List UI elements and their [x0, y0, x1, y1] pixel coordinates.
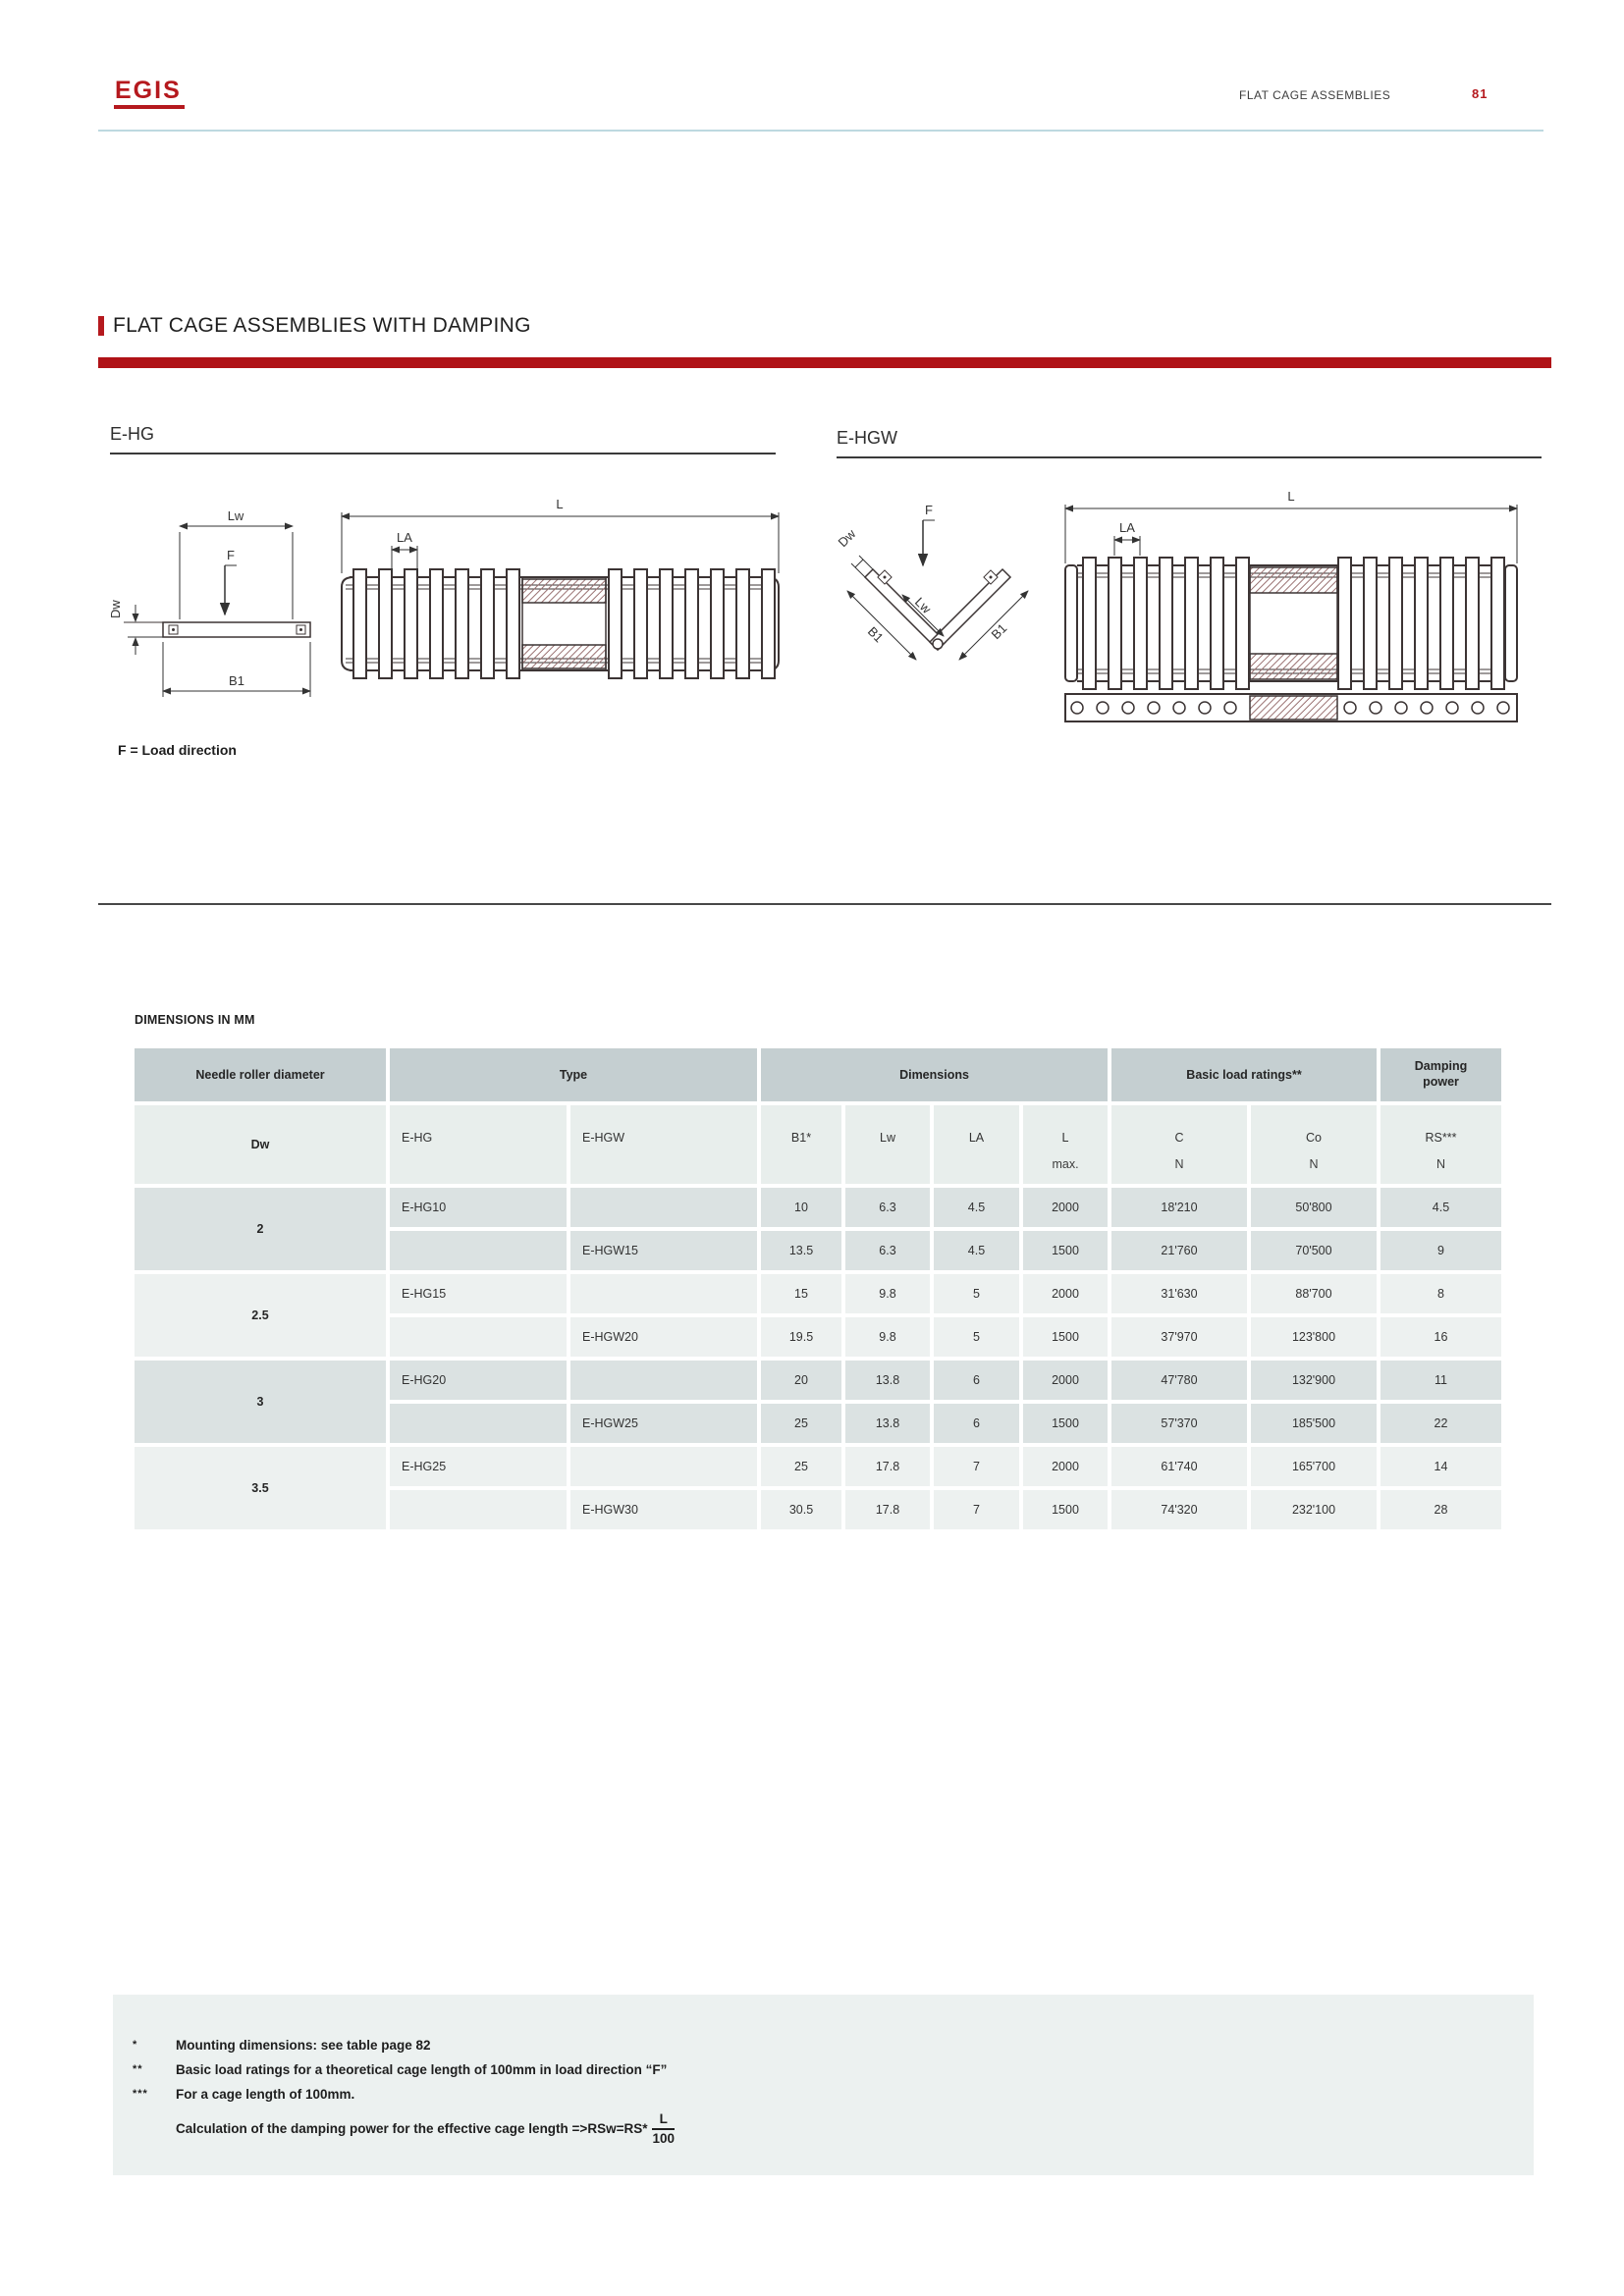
cell-rs: 16 [1380, 1317, 1501, 1357]
section-label-ehg: E-HG [110, 424, 154, 444]
ehgw-top-view [1065, 489, 1517, 721]
cell-ehgw: E-HGW15 [570, 1231, 757, 1270]
cell-b1: 25 [761, 1447, 841, 1486]
dim-label-l: L [556, 497, 564, 511]
cell-l: 2000 [1023, 1361, 1108, 1400]
dim-label-la2: LA [1119, 520, 1135, 535]
cell-l: 1500 [1023, 1490, 1108, 1529]
cell-ehgw [570, 1361, 757, 1400]
subheader-lw: Lw [845, 1105, 930, 1184]
cell-ehgw [570, 1274, 757, 1313]
subheader-la: LA [934, 1105, 1019, 1184]
cell-c: 61'740 [1111, 1447, 1247, 1486]
page-title-row [98, 314, 531, 338]
cell-co: 132'900 [1251, 1361, 1377, 1400]
ehg-top-view [342, 497, 779, 678]
footnote-marker: *** [133, 2088, 148, 2100]
table-group-header-row [135, 1048, 1501, 1101]
footnote-3 [133, 2087, 1534, 2102]
footnotes-band [113, 1995, 1534, 2175]
subheader-l: L max. [1023, 1105, 1108, 1184]
cell-l: 1500 [1023, 1404, 1108, 1443]
cell-l: 2000 [1023, 1274, 1108, 1313]
footnote-marker: ** [133, 2063, 143, 2075]
cell-b1: 15 [761, 1274, 841, 1313]
cell-c: 31'630 [1111, 1274, 1247, 1313]
cell-b1: 25 [761, 1404, 841, 1443]
cell-c: 21'760 [1111, 1231, 1247, 1270]
table-row [135, 1361, 1501, 1400]
dimensions-table-wrap [131, 1044, 1505, 1533]
footnote-formula [133, 2111, 1534, 2146]
table-caption: DIMENSIONS IN MM [135, 1013, 255, 1027]
section-underline-ehgw [837, 456, 1542, 458]
cell-ehg [390, 1317, 567, 1357]
col-header-dimensions: Dimensions [761, 1048, 1108, 1101]
dw-value: 3 [135, 1361, 386, 1443]
cell-rs: 8 [1380, 1274, 1501, 1313]
cell-rs: 22 [1380, 1404, 1501, 1443]
dim-label-b1-right: B1 [988, 620, 1010, 643]
cell-ehg: E-HG25 [390, 1447, 567, 1486]
ehgw-cross-section [836, 503, 1028, 660]
footnote-text: Mounting dimensions: see table page 82 [176, 2038, 431, 2053]
cell-b1: 30.5 [761, 1490, 841, 1529]
cell-b1: 10 [761, 1188, 841, 1227]
cell-l: 1500 [1023, 1317, 1108, 1357]
cell-co: 185'500 [1251, 1404, 1377, 1443]
cell-lw: 13.8 [845, 1404, 930, 1443]
header-rule [98, 130, 1543, 132]
cell-l: 2000 [1023, 1447, 1108, 1486]
subheader-b1: B1* [761, 1105, 841, 1184]
page-title: FLAT CAGE ASSEMBLIES WITH DAMPING [113, 314, 531, 337]
dw-value: 2.5 [135, 1274, 386, 1357]
title-red-bar [98, 357, 1551, 368]
cell-ehg: E-HG20 [390, 1361, 567, 1400]
cell-c: 74'320 [1111, 1490, 1247, 1529]
cell-ehg [390, 1231, 567, 1270]
col-header-type: Type [390, 1048, 757, 1101]
cell-c: 18'210 [1111, 1188, 1247, 1227]
cell-lw: 9.8 [845, 1274, 930, 1313]
cell-ehgw: E-HGW25 [570, 1404, 757, 1443]
cell-lw: 6.3 [845, 1231, 930, 1270]
dim-label-b1: B1 [229, 673, 244, 688]
cell-l: 1500 [1023, 1231, 1108, 1270]
title-marker-bar [98, 316, 104, 336]
col-header-damping-power: Damping power [1380, 1048, 1501, 1101]
cell-lw: 6.3 [845, 1188, 930, 1227]
subheader-c: C N [1111, 1105, 1247, 1184]
cell-ehgw [570, 1188, 757, 1227]
subheader-dw: Dw [135, 1105, 386, 1184]
footnote-text: Basic load ratings for a theoretical cage length of 100mm in load direction “F” [176, 2062, 668, 2077]
cell-ehg [390, 1404, 567, 1443]
section-underline-ehg [110, 453, 776, 454]
dim-label-f2: F [925, 503, 933, 517]
cell-ehg: E-HG15 [390, 1274, 567, 1313]
dimensions-table [131, 1044, 1505, 1533]
cell-la: 7 [934, 1447, 1019, 1486]
cell-rs: 4.5 [1380, 1188, 1501, 1227]
cell-la: 7 [934, 1490, 1019, 1529]
dim-label-dw: Dw [108, 600, 123, 618]
dim-label-f: F [227, 548, 235, 562]
cell-ehgw [570, 1447, 757, 1486]
cell-c: 47'780 [1111, 1361, 1247, 1400]
cell-lw: 17.8 [845, 1447, 930, 1486]
cell-la: 5 [934, 1274, 1019, 1313]
dim-label-l2: L [1287, 489, 1295, 504]
cell-co: 232'100 [1251, 1490, 1377, 1529]
cell-b1: 19.5 [761, 1317, 841, 1357]
table-row [135, 1447, 1501, 1486]
section-label-ehgw: E-HGW [837, 428, 897, 448]
cell-lw: 9.8 [845, 1317, 930, 1357]
cell-lw: 13.8 [845, 1361, 930, 1400]
formula-fraction [652, 2111, 675, 2146]
egis-logo: EGIS [114, 79, 185, 109]
col-header-basic-load-ratings: Basic load ratings** [1111, 1048, 1377, 1101]
footnote-marker-empty [133, 2128, 176, 2129]
cell-rs: 14 [1380, 1447, 1501, 1486]
cell-co: 70'500 [1251, 1231, 1377, 1270]
cell-ehg: E-HG10 [390, 1188, 567, 1227]
cell-la: 5 [934, 1317, 1019, 1357]
dim-label-la: LA [397, 530, 412, 545]
cell-c: 57'370 [1111, 1404, 1247, 1443]
cell-ehg [390, 1490, 567, 1529]
fraction-numerator: L [652, 2111, 675, 2130]
section-divider [98, 903, 1551, 905]
footnote-1 [133, 2038, 1534, 2053]
cell-co: 123'800 [1251, 1317, 1377, 1357]
fraction-denominator: 100 [652, 2130, 675, 2146]
header-section-title: FLAT CAGE ASSEMBLIES [1239, 88, 1391, 102]
cell-b1: 13.5 [761, 1231, 841, 1270]
formula-text: Calculation of the damping power for the effective cage length =>RSw=RS* [176, 2121, 648, 2137]
cell-co: 88'700 [1251, 1274, 1377, 1313]
ehgw-drawing [830, 483, 1537, 733]
subheader-ehgw: E-HGW [570, 1105, 757, 1184]
table-row [135, 1188, 1501, 1227]
cell-b1: 20 [761, 1361, 841, 1400]
cell-rs: 28 [1380, 1490, 1501, 1529]
cell-ehgw: E-HGW20 [570, 1317, 757, 1357]
cell-l: 2000 [1023, 1188, 1108, 1227]
cell-ehgw: E-HGW30 [570, 1490, 757, 1529]
ehg-cross-section [108, 508, 310, 697]
subheader-ehg: E-HG [390, 1105, 567, 1184]
footnote-text: For a cage length of 100mm. [176, 2087, 355, 2102]
dw-value: 2 [135, 1188, 386, 1270]
dim-label-b1-left: B1 [864, 623, 887, 646]
dim-label-lw: Lw [227, 508, 244, 523]
cell-rs: 9 [1380, 1231, 1501, 1270]
page-number: 81 [1472, 86, 1489, 101]
cell-co: 50'800 [1251, 1188, 1377, 1227]
table-row [135, 1274, 1501, 1313]
subheader-co: Co N [1251, 1105, 1377, 1184]
dim-label-lw2: Lw [911, 594, 935, 616]
cell-la: 6 [934, 1361, 1019, 1400]
cell-la: 6 [934, 1404, 1019, 1443]
table-subheader-row [135, 1105, 1501, 1184]
col-header-needle-roller-diameter: Needle roller diameter [135, 1048, 386, 1101]
subheader-rs: RS*** N [1380, 1105, 1501, 1184]
footnote-2 [133, 2062, 1534, 2077]
ehg-drawing [106, 489, 784, 720]
cell-la: 4.5 [934, 1188, 1019, 1227]
footnote-marker: * [133, 2039, 138, 2051]
dw-value: 3.5 [135, 1447, 386, 1529]
cell-rs: 11 [1380, 1361, 1501, 1400]
dim-label-dw2: Dw [835, 526, 859, 551]
cell-c: 37'970 [1111, 1317, 1247, 1357]
load-direction-note: F = Load direction [118, 742, 237, 758]
cell-lw: 17.8 [845, 1490, 930, 1529]
cell-la: 4.5 [934, 1231, 1019, 1270]
cell-co: 165'700 [1251, 1447, 1377, 1486]
